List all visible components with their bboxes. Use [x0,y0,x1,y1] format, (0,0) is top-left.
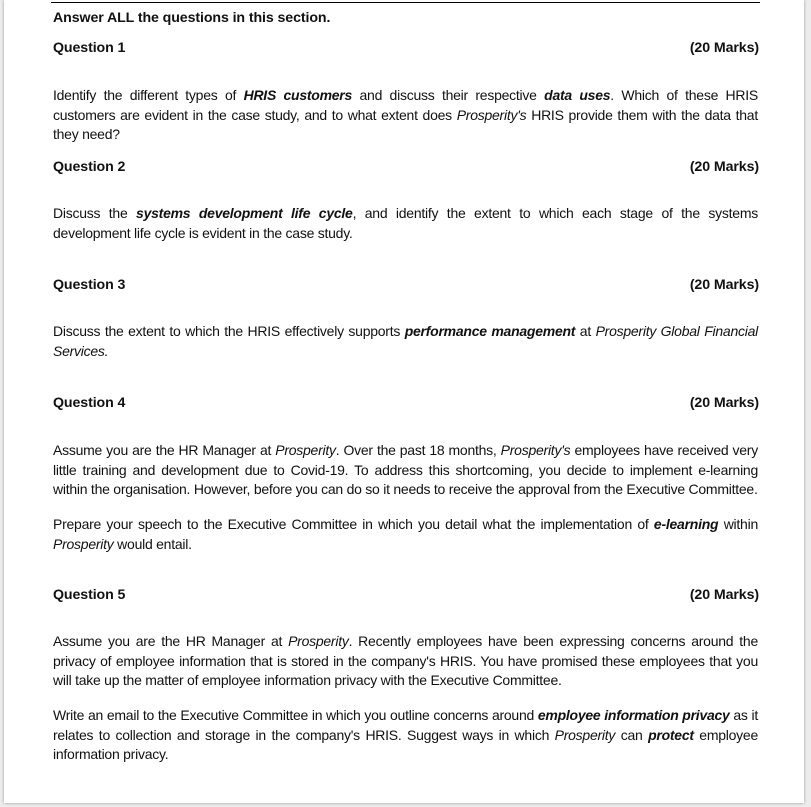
q4-text-part: employees have received very little training and development due to Covid-19. To address this shortcoming, you decide to implement e-learning within the organisation. However, before you can do so it needs to receive the approval from the Executive Committee. [53,442,758,497]
q4-emphasis-e-learning: e-learning [653,516,719,532]
q4-company-name: Prosperity [275,442,336,458]
question-2-title: Question 2 [53,159,126,175]
q2-emphasis-sdlc: systems development life cycle [136,205,353,221]
question-5-header [53,587,759,605]
q1-company-name: Prosperity's [456,106,527,123]
question-2-text [53,204,758,243]
q4-company-name: Prosperity's [500,442,571,458]
section-instructions: Answer ALL the questions in this section. [53,10,331,26]
q4-text-part: Prepare your speech to the Executive Committee in which you detail what the implementation of [53,516,654,532]
question-3-marks: (20 Marks) [689,277,759,293]
question-4-marks: (20 Marks) [689,395,759,411]
question-4-text-2 [53,515,758,554]
question-5-title: Question 5 [53,587,126,603]
q3-text-part: at [575,323,596,339]
question-5-marks: (20 Marks) [689,587,759,603]
q2-text-part: Discuss the [53,205,137,221]
q1-emphasis-hris-customers: HRIS customers [243,87,353,103]
question-1-title: Question 1 [53,40,126,56]
q5-text-part: as it relates to collection and storage in the company's HRIS. Suggest ways in which [53,707,758,743]
question-5-text-1 [53,632,758,691]
question-1-marks: (20 Marks) [689,40,759,56]
q5-text-part: can [615,726,649,743]
q5-text-part: Assume you are the HR Manager at [53,633,289,649]
document-page [4,0,804,803]
q3-company-name: Prosperity Global Financial Services. [53,323,758,359]
question-1-text [53,86,758,145]
q1-emphasis-data-uses: data uses [544,87,611,103]
q4-text-part: within [718,516,758,532]
question-1-header [53,40,759,58]
question-5-text-2 [53,706,758,765]
q5-text-part: . Recently employees have been expressing concerns around the privacy of employee information that is stored in the company's HRIS. You have promised these employees that you will take up the matter of employee information privacy with the Executive Committee. [53,633,758,688]
question-4-title: Question 4 [53,395,126,411]
q1-text-part: Identify the different types of [53,87,244,103]
top-rule-divider [51,2,760,3]
q3-emphasis-performance-management: performance management [404,323,576,339]
q4-text-part: would entail. [113,535,192,552]
q5-text-part: employee information privacy. [53,726,758,762]
q1-text-part: and discuss their respective [352,87,545,103]
question-4-text-1 [53,441,758,500]
question-2-marks: (20 Marks) [689,159,759,175]
q5-emphasis-protect: protect [648,726,694,743]
question-4-header [53,395,759,413]
question-2-header [53,159,759,177]
q1-text-part: HRIS provide them with the data that they need? [53,106,758,142]
q4-company-name: Prosperity [53,535,114,552]
question-3-header [53,277,759,295]
q5-text-part: Write an email to the Executive Committee in which you outline concerns around [53,707,538,723]
q1-text-part: . Which of these HRIS customers are evident in the case study, and to what extent does [53,87,759,123]
question-3-text [53,322,758,361]
q4-text-part: Assume you are the HR Manager at [53,442,276,458]
q5-emphasis-employee-information-privacy: employee information privacy [537,707,730,723]
q5-company-name: Prosperity [554,726,616,743]
question-3-title: Question 3 [53,277,126,293]
q2-text-part: , and identify the extent to which each stage of the systems development life cycle is evident in the case study. [53,205,759,241]
q4-text-part: . Over the past 18 months, [335,442,501,458]
q5-company-name: Prosperity [288,633,349,649]
q3-text-part: Discuss the extent to which the HRIS effectively supports [53,323,405,339]
